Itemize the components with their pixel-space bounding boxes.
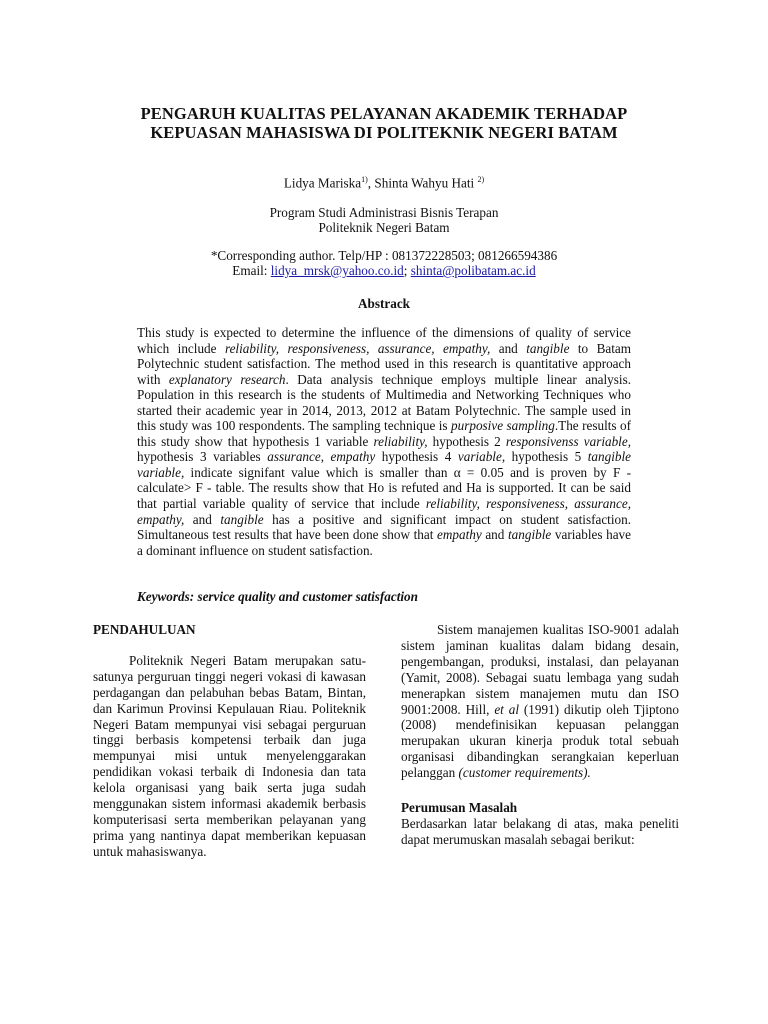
- abstract-italic: explanatory research: [168, 371, 286, 387]
- abstract-text: and: [481, 527, 509, 543]
- section-heading-pendahuluan: PENDAHULUAN: [93, 622, 196, 637]
- email-label: Email:: [232, 263, 271, 278]
- abstract-text: . Data analysis technique employs multiple linear analysis. Population in this research is the students of Multimedia and Networking Techniques who started their academic year in 2014, 2013, 2012 at Batam Polytechnic. The sample used in this study was 100 respondents. The sampling technique is: [137, 371, 631, 434]
- email-line: [0, 263, 768, 278]
- abstract-italic: purposive sampling: [451, 418, 555, 434]
- affiliation-line-1: Program Studi Administrasi Bisnis Terapan: [269, 205, 499, 220]
- abstract-body: [137, 325, 631, 558]
- title-line-1: PENGARUH KUALITAS PELAYANAN AKADEMIK TERHADAP: [140, 104, 628, 123]
- abstract-text: has a positive and significant impact on student satisfaction. Simultaneous test results that have been done show that: [137, 511, 631, 543]
- iso-text: (1991) dikutip oleh Tjiptono (2008) mendefinisikan kepuasan pelanggan merupakan ukuran kinerja produk total sebuah organisasi dibandingkan serangkaian keperluan pelanggan: [401, 701, 679, 781]
- abstract-text: variables have a dominant influence on student satisfaction.: [137, 527, 631, 558]
- author-2: Shinta Wahyu Hati: [374, 175, 478, 191]
- intro-paragraph: Politeknik Negeri Batam merupakan satu-satunya perguruan tinggi negeri vokasi di kawasan perdagangan dan pelabuhan bebas Batam, Bintan, dan Karimun Provinsi Kepulauan Riau. Politeknik Negeri Batam mempunyai visi sebagai perguruan tinggi berbasis kompetensi terbaik dan juga mempunyai misi untuk menyelenggarakan pendidikan vokasi terbaik di Indonesia dan tata kelola organisasi yang baik serta juga sudah menggunakan sistem informasi akademik berbasis komputerisasi serta memberikan pelayanan yang prima yang nantinya dapat memberikan kepuasan untuk mahasiswanya.: [93, 652, 366, 859]
- abstract-italic: empathy: [437, 527, 482, 543]
- abstract-italic: tangible: [508, 527, 552, 543]
- left-column: [93, 622, 366, 860]
- abstract-italic: reliability,: [373, 433, 428, 449]
- abstract-text: hypothesis 4: [375, 449, 458, 465]
- abstract-text: indicate signifant value which is smaller than α = 0.05 and is proven by F -calculate> F - table. The results show that Ho is refuted and Ha is supported. It can be said that partial variable quality of service that include: [137, 464, 631, 512]
- problem-paragraph: Berdasarkan latar belakang di atas, maka peneliti dapat merumuskan masalah sebagai berikut:: [401, 815, 679, 847]
- abstract-italic: assurance, empathy: [267, 449, 376, 465]
- email-link-1[interactable]: lidya_mrsk@yahoo.co.id: [270, 263, 404, 278]
- abstract-text: hypothesis 2: [427, 433, 506, 449]
- email-link-2[interactable]: shinta@polibatam.ac.id: [410, 263, 536, 278]
- abstract-text: and: [490, 340, 527, 356]
- iso-italic: et al: [494, 701, 519, 717]
- author-list: [0, 172, 768, 190]
- affiliation-line-2: Politeknik Negeri Batam: [318, 220, 450, 235]
- right-column: [401, 622, 679, 848]
- iso-text: Sistem manajemen kualitas ISO-9001 adalah sistem jaminan kualitas dalam bidang desain, pengembangan, produksi, instalasi, dan pelayanan (Yamit, 2008). Sebagai suatu lembaga yang sudah menerapkan sistem manajemen mutu dan ISO 9001:2008. Hill,: [401, 622, 679, 717]
- abstract-text: hypothesis 5: [505, 449, 588, 465]
- abstract-text: to Batam Polytechnic student satisfaction. The method used in this research is quantitative approach with: [137, 340, 631, 387]
- title-line-2: KEPUASAN MAHASISWA DI POLITEKNIK NEGERI BATAM: [150, 123, 618, 142]
- abstract-italic: variable,: [457, 449, 506, 465]
- abstract-italic: reliability, responsiveness, assurance, empathy,: [224, 340, 491, 356]
- abstract-italic: tangible variable,: [137, 449, 631, 480]
- abstract-heading: Abstrack: [357, 296, 411, 311]
- abstract-italic: reliability, responsiveness, assurance, empathy,: [137, 496, 631, 527]
- affiliation: [0, 205, 768, 235]
- abstract-paragraph: [137, 325, 631, 558]
- abstract-text: This study is expected to determine the influence of the dimensions of quality of service which include: [137, 325, 631, 356]
- section-heading-perumusan-masalah: Perumusan Masalah: [401, 800, 518, 816]
- email-separator: ;: [403, 263, 411, 278]
- abstract-text: hypothesis 3 variables: [137, 449, 268, 465]
- author-separator: ,: [367, 175, 375, 191]
- author-2-affiliation-mark: 2): [477, 175, 485, 184]
- abstract-italic: tangible: [220, 511, 264, 527]
- abstract-italic: responsivenss variable,: [505, 433, 631, 449]
- corresponding-author: *Corresponding author. Telp/HP : 081372228503; 081266594386: [210, 248, 558, 263]
- author-1: Lidya Mariska: [283, 175, 362, 191]
- keywords: Keywords: service quality and customer satisfaction: [137, 589, 418, 604]
- abstract-text: and: [184, 511, 221, 527]
- iso-paragraph: [401, 622, 679, 781]
- iso-italic: (customer requirements).: [458, 765, 591, 781]
- abstract-text: .The results of this study show that hypothesis 1 variable: [137, 418, 631, 449]
- paper-title: [0, 104, 768, 142]
- contact-info: [0, 248, 768, 278]
- abstract-italic: tangible: [526, 340, 570, 356]
- author-1-affiliation-mark: 1): [361, 175, 368, 184]
